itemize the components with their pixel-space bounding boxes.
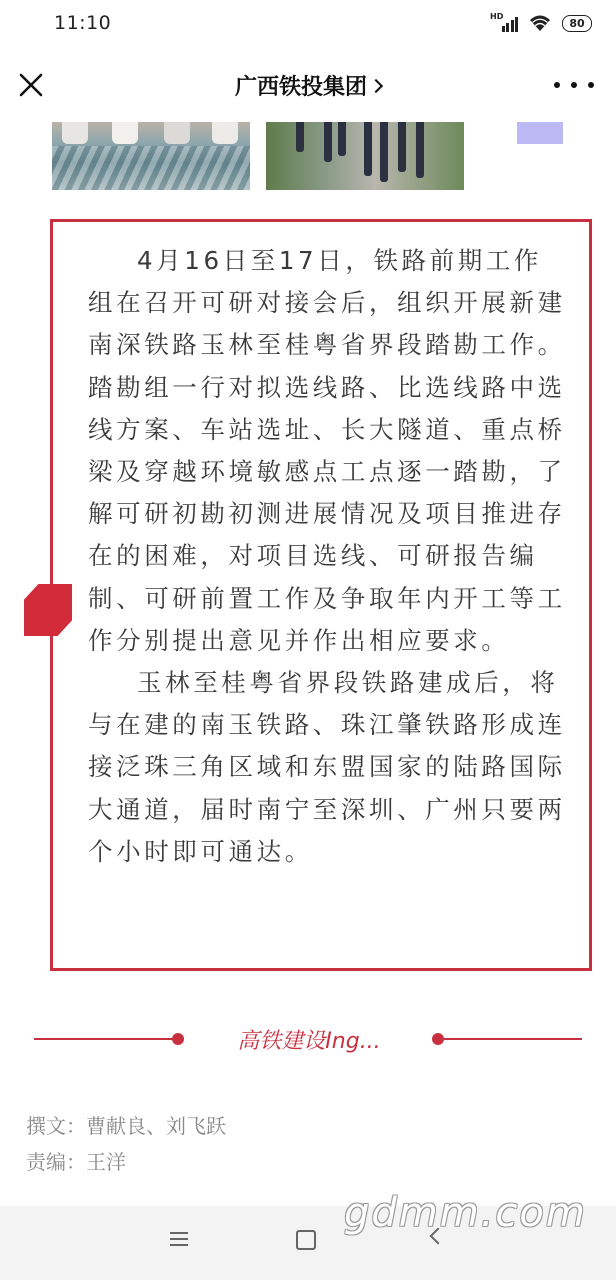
page-title: 广西铁投集团 xyxy=(234,75,367,100)
status-bar xyxy=(0,0,616,46)
account-title-link[interactable] xyxy=(0,70,616,101)
author-value: 曹献良、刘飞跃 xyxy=(86,1114,226,1138)
watermark: gdmm.com xyxy=(344,1190,587,1236)
menu-icon[interactable] xyxy=(170,1232,188,1246)
author-label: 撰文： xyxy=(26,1114,86,1138)
status-time: 11:10 xyxy=(54,12,112,34)
article-photo-right xyxy=(266,122,464,190)
article-body xyxy=(88,240,566,873)
divider-line-left xyxy=(34,1038,176,1040)
signal-icon xyxy=(490,12,518,34)
wifi-icon xyxy=(528,13,552,33)
battery-icon: 80 xyxy=(562,15,592,32)
editor-label: 责编： xyxy=(26,1150,86,1174)
hd-label: HD xyxy=(490,12,504,21)
decorative-tile xyxy=(517,122,563,144)
editor-credit xyxy=(26,1144,226,1180)
nav-header xyxy=(0,56,616,118)
credits xyxy=(26,1108,226,1180)
section-divider xyxy=(34,1022,582,1056)
divider-dot-left xyxy=(172,1033,184,1045)
author-credit xyxy=(26,1108,226,1144)
editor-value: 王洋 xyxy=(86,1150,126,1174)
more-icon[interactable] xyxy=(554,72,594,98)
article-paragraph: 4月16日至17日，铁路前期工作组在召开可研对接会后，组织开展新建南深铁路玉林至桂粤省界段踏勘工作。踏勘组一行对拟选线路、比选线路中选线方案、车站选址、长大隧道、重点桥梁及穿越环境敏感点工点逐一踏勘，了解可研初勘初测进展情况及项目推进存在的困难，对项目选线、可研报告编制、可研前置工作及争取年内开工等工作分别提出意见并作出相应要求。 xyxy=(88,246,566,655)
article-paragraph: 玉林至桂粤省界段铁路建成后，将与在建的南玉铁路、珠江肇铁路形成连接泛珠三角区域和东盟国家的陆路国际大通道，届时南宁至深圳、广州只要两个小时即可通达。 xyxy=(88,668,566,866)
home-icon[interactable] xyxy=(296,1230,316,1250)
divider-text: 高铁建设Ing... xyxy=(237,1029,381,1054)
status-icons xyxy=(490,12,592,34)
chevron-right-icon xyxy=(369,79,383,93)
divider-line-right xyxy=(438,1038,582,1040)
article-photo-left xyxy=(52,122,250,190)
